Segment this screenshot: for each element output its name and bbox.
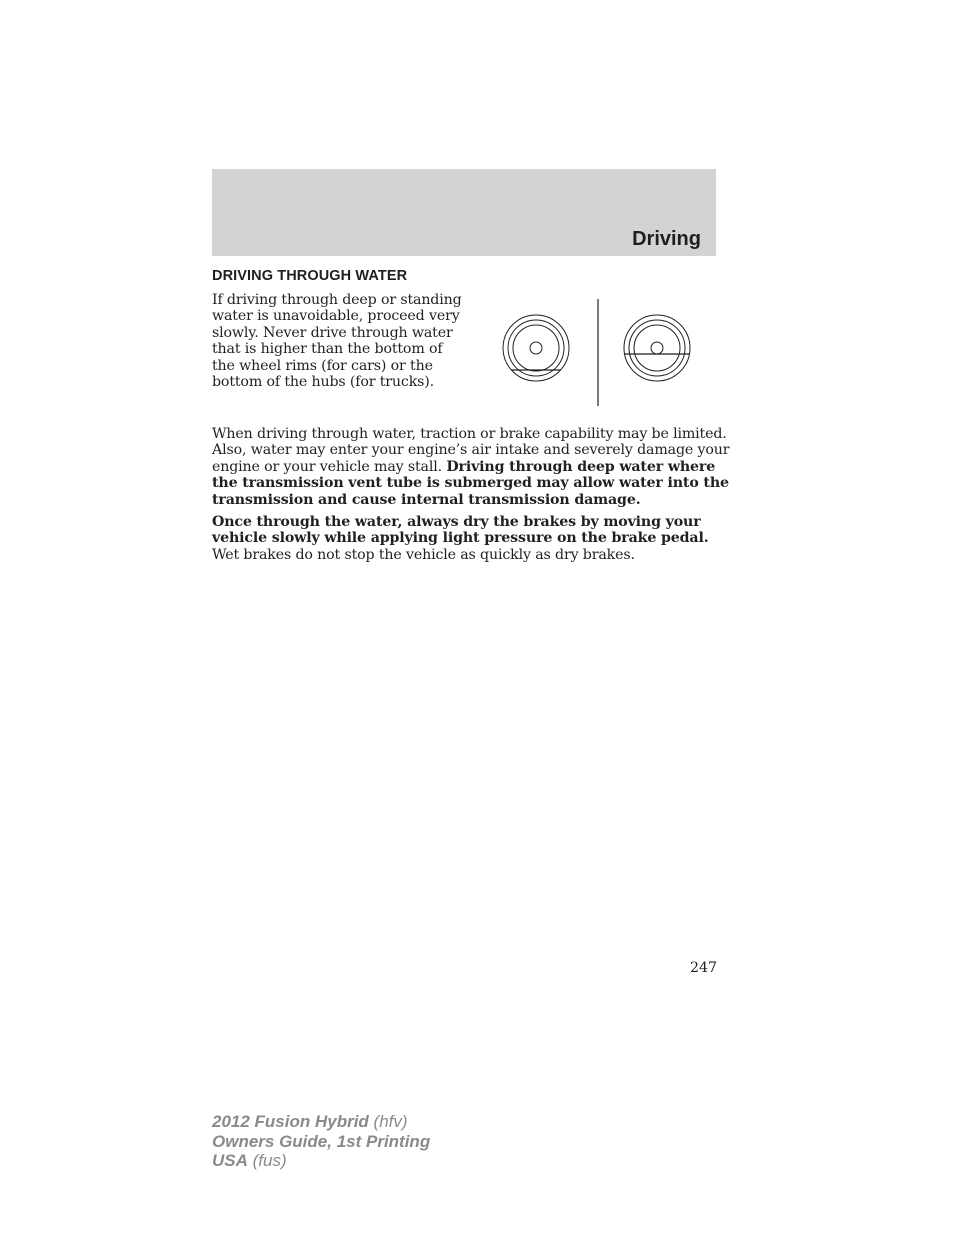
footer-model: 2012 Fusion Hybrid: [212, 1112, 369, 1131]
dry-brakes-paragraph: [212, 514, 718, 563]
warning-text: the transmission vent tube is submerged may allow water into the: [212, 475, 729, 492]
paragraph-line: Wet brakes do not stop the vehicle as quickly as dry brakes.: [212, 546, 635, 563]
intro-paragraph: [212, 292, 472, 390]
intro-line: the wheel rims (for cars) or the: [212, 357, 433, 374]
paragraph-line: When driving through water, traction or brake capability may be limited.: [212, 426, 727, 442]
section-title: Driving: [632, 228, 701, 250]
traction-paragraph: [212, 426, 730, 508]
header-band: [212, 169, 716, 256]
warning-text: vehicle slowly while applying light pressure on the brake pedal.: [212, 530, 709, 547]
intro-line: water is unavoidable, proceed very: [212, 308, 460, 325]
intro-line: If driving through deep or standing: [212, 292, 462, 308]
paragraph-line: Also, water may enter your engine’s air intake and severely damage your: [212, 442, 730, 459]
subheading: DRIVING THROUGH WATER: [212, 268, 408, 284]
truck-wheel-icon: [624, 315, 690, 381]
footer-market-code: (fus): [247, 1151, 287, 1170]
warning-text: transmission and cause internal transmission damage.: [212, 491, 641, 508]
intro-line: bottom of the hubs (for trucks).: [212, 374, 435, 391]
footer-line: [212, 1151, 430, 1171]
footer-model-code: (hfv): [368, 1112, 408, 1131]
paragraph-text: engine or your vehicle may stall.: [212, 458, 447, 475]
page-number: 247: [690, 960, 718, 976]
warning-text: Once through the water, always dry the brakes by moving your: [212, 514, 701, 530]
car-wheel-icon: [503, 315, 569, 381]
intro-line: that is higher than the bottom of: [212, 341, 443, 358]
wheel-water-level-illustration: [496, 296, 700, 408]
footer-printing: Owners Guide, 1st Printing: [212, 1131, 431, 1151]
warning-text: Driving through deep water where: [446, 458, 716, 475]
footer-line: [212, 1112, 430, 1132]
footer: [212, 1112, 430, 1171]
intro-line: slowly. Never drive through water: [212, 324, 453, 341]
footer-market: USA: [212, 1151, 248, 1170]
paragraph-line: [212, 459, 718, 475]
